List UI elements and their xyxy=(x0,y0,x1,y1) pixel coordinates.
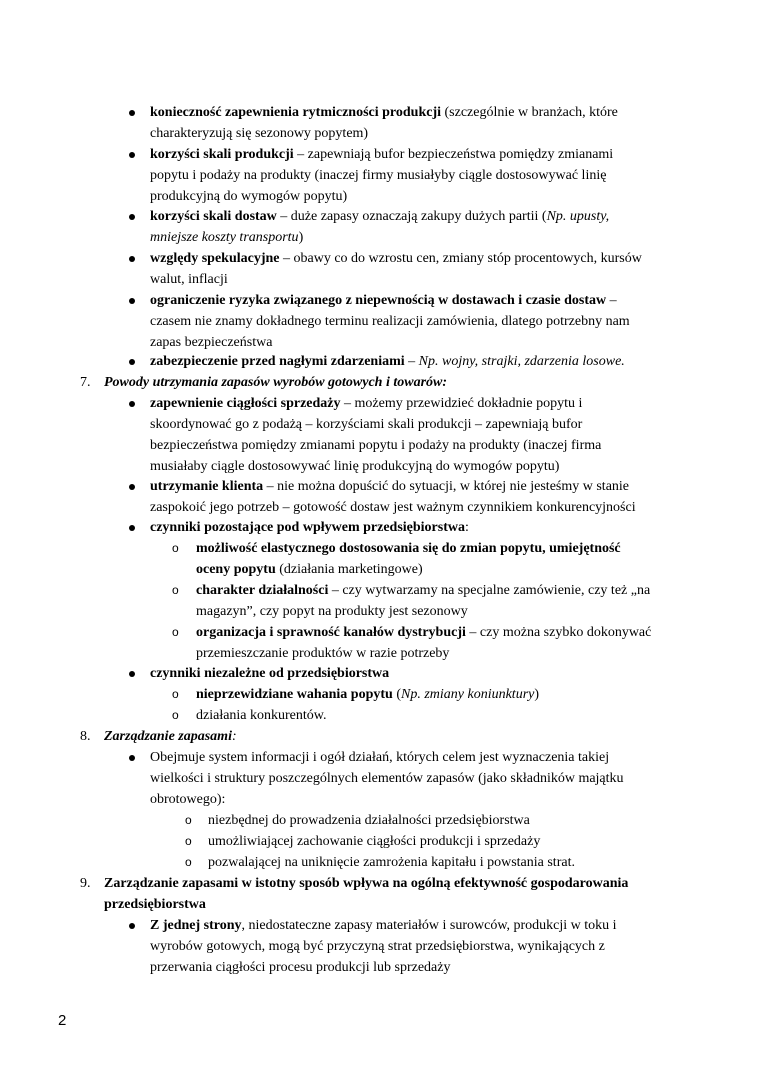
list-item-cont: musiałaby ciągle dostosowywać linię produkcyjną do wymogów popytu) xyxy=(150,459,560,474)
list-item: utrzymanie klienta – nie można dopuścić do sytuacji, w której nie jesteśmy w stanie xyxy=(150,479,630,494)
section-number: 8. xyxy=(80,729,91,744)
sub-list-item-cont: przemieszczanie produktów w razie potrzeby xyxy=(196,646,450,661)
bullet-icon xyxy=(129,401,135,407)
section-title-cont: przedsiębiorstwa xyxy=(104,897,206,912)
list-item: Z jednej strony, niedostateczne zapasy materiałów i surowców, produkcji w toku i xyxy=(150,918,617,933)
sub-list-item: organizacja i sprawność kanałów dystrybucji – czy można szybko dokonywać xyxy=(196,625,652,640)
circle-bullet-icon: o xyxy=(185,834,192,848)
list-item-cont: skoordynować go z podażą – korzyściami skali produkcji – zapewniają bufor xyxy=(150,417,583,432)
sub-list-item: niezbędnej do prowadzenia działalności przedsiębiorstwa xyxy=(208,813,530,828)
sub-list-item: nieprzewidziane wahania popytu (Np. zmiany koniunktury) xyxy=(196,687,540,702)
sub-list-item-cont: oceny popytu (działania marketingowe) xyxy=(196,562,423,577)
circle-bullet-icon: o xyxy=(172,583,179,597)
list-item-cont: zaspokoić jego potrzeb – gotowość dostaw jest ważnym czynnikiem konkurencyjności xyxy=(150,500,636,515)
list-item-cont: czasem nie znamy dokładnego terminu realizacji zamówienia, dlatego potrzebny nam xyxy=(150,314,630,329)
bullet-icon xyxy=(129,923,135,929)
sub-list-item: charakter działalności – czy wytwarzamy na specjalne zamówienie, czy też „na xyxy=(196,583,651,598)
list-item: czynniki niezależne od przedsiębiorstwa xyxy=(150,666,390,681)
bullet-icon xyxy=(129,525,135,531)
list-item-cont: wyrobów gotowych, mogą być przyczyną strat przedsiębiorstwa, wynikających z xyxy=(150,939,605,954)
section-title: Zarządzanie zapasami w istotny sposób wpływa na ogólną efektywność gospodarowania xyxy=(104,876,629,891)
list-item: konieczność zapewnienia rytmiczności produkcji (szczególnie w branżach, które xyxy=(150,105,618,120)
section-title: Powody utrzymania zapasów wyrobów gotowych i towarów: xyxy=(104,375,448,390)
list-item-cont: zapas bezpieczeństwa xyxy=(150,335,273,350)
bullet-icon xyxy=(129,152,135,158)
circle-bullet-icon: o xyxy=(172,708,179,722)
list-item: ograniczenie ryzyka związanego z niepewnością w dostawach i czasie dostaw – xyxy=(150,293,617,308)
list-item: korzyści skali dostaw – duże zapasy oznaczają zakupy dużych partii (Np. upusty, xyxy=(150,209,610,224)
bullet-icon xyxy=(129,214,135,220)
sub-list-item: możliwość elastycznego dostosowania się do zmian popytu, umiejętność xyxy=(196,541,621,556)
sub-list-item-cont: magazyn”, czy popyt na produkty jest sezonowy xyxy=(196,604,468,619)
circle-bullet-icon: o xyxy=(172,687,179,701)
list-item: zapewnienie ciągłości sprzedaży – możemy przewidzieć dokładnie popytu i xyxy=(150,396,583,411)
circle-bullet-icon: o xyxy=(185,855,192,869)
list-item-cont: wielkości i struktury poszczególnych elementów zapasów (jako składników majątku xyxy=(150,771,624,786)
list-item-cont: walut, inflacji xyxy=(150,272,228,287)
section-title: Zarządzanie zapasami: xyxy=(104,729,237,744)
list-item: czynniki pozostające pod wpływem przedsiębiorstwa: xyxy=(150,520,469,535)
sub-list-item: działania konkurentów. xyxy=(196,708,327,723)
list-item-cont: charakteryzują się sezonowy popytem) xyxy=(150,126,369,141)
circle-bullet-icon: o xyxy=(172,541,179,555)
list-item-cont: popytu i podaży na produkty (inaczej firmy musiałyby ciągle dostosowywać linię xyxy=(150,168,607,183)
list-item-cont: produkcyjną do wymogów popytu) xyxy=(150,189,348,204)
list-item: korzyści skali produkcji – zapewniają bufor bezpieczeństwa pomiędzy zmianami xyxy=(150,147,614,162)
bullet-icon xyxy=(129,256,135,262)
bullet-icon xyxy=(129,298,135,304)
list-item-cont: bezpieczeństwa pomiędzy zmianami popytu i podaży na produkty (inaczej firma xyxy=(150,438,602,453)
circle-bullet-icon: o xyxy=(172,625,179,639)
section-number: 7. xyxy=(80,375,91,390)
bullet-icon xyxy=(129,110,135,116)
section-number: 9. xyxy=(80,876,91,891)
list-item-cont: przerwania ciągłości procesu produkcji lub sprzedaży xyxy=(150,960,451,975)
bullet-icon xyxy=(129,484,135,490)
list-item-cont: obrotowego): xyxy=(150,792,226,807)
page-number: 2 xyxy=(58,1012,67,1029)
bullet-icon xyxy=(129,359,135,365)
sub-list-item: pozwalającej na uniknięcie zamrożenia kapitału i powstania strat. xyxy=(208,855,575,870)
list-item: zabezpieczenie przed nagłymi zdarzeniami – Np. wojny, strajki, zdarzenia losowe. xyxy=(150,354,625,369)
bullet-icon xyxy=(129,671,135,677)
list-item-cont: mniejsze koszty transportu) xyxy=(150,230,304,245)
list-item: Obejmuje system informacji i ogół działań, których celem jest wyznaczenia takiej xyxy=(150,750,610,765)
sub-list-item: umożliwiającej zachowanie ciągłości produkcji i sprzedaży xyxy=(208,834,541,849)
bullet-icon xyxy=(129,755,135,761)
circle-bullet-icon: o xyxy=(185,813,192,827)
list-item: względy spekulacyjne – obawy co do wzrostu cen, zmiany stóp procentowych, kursów xyxy=(150,251,642,266)
